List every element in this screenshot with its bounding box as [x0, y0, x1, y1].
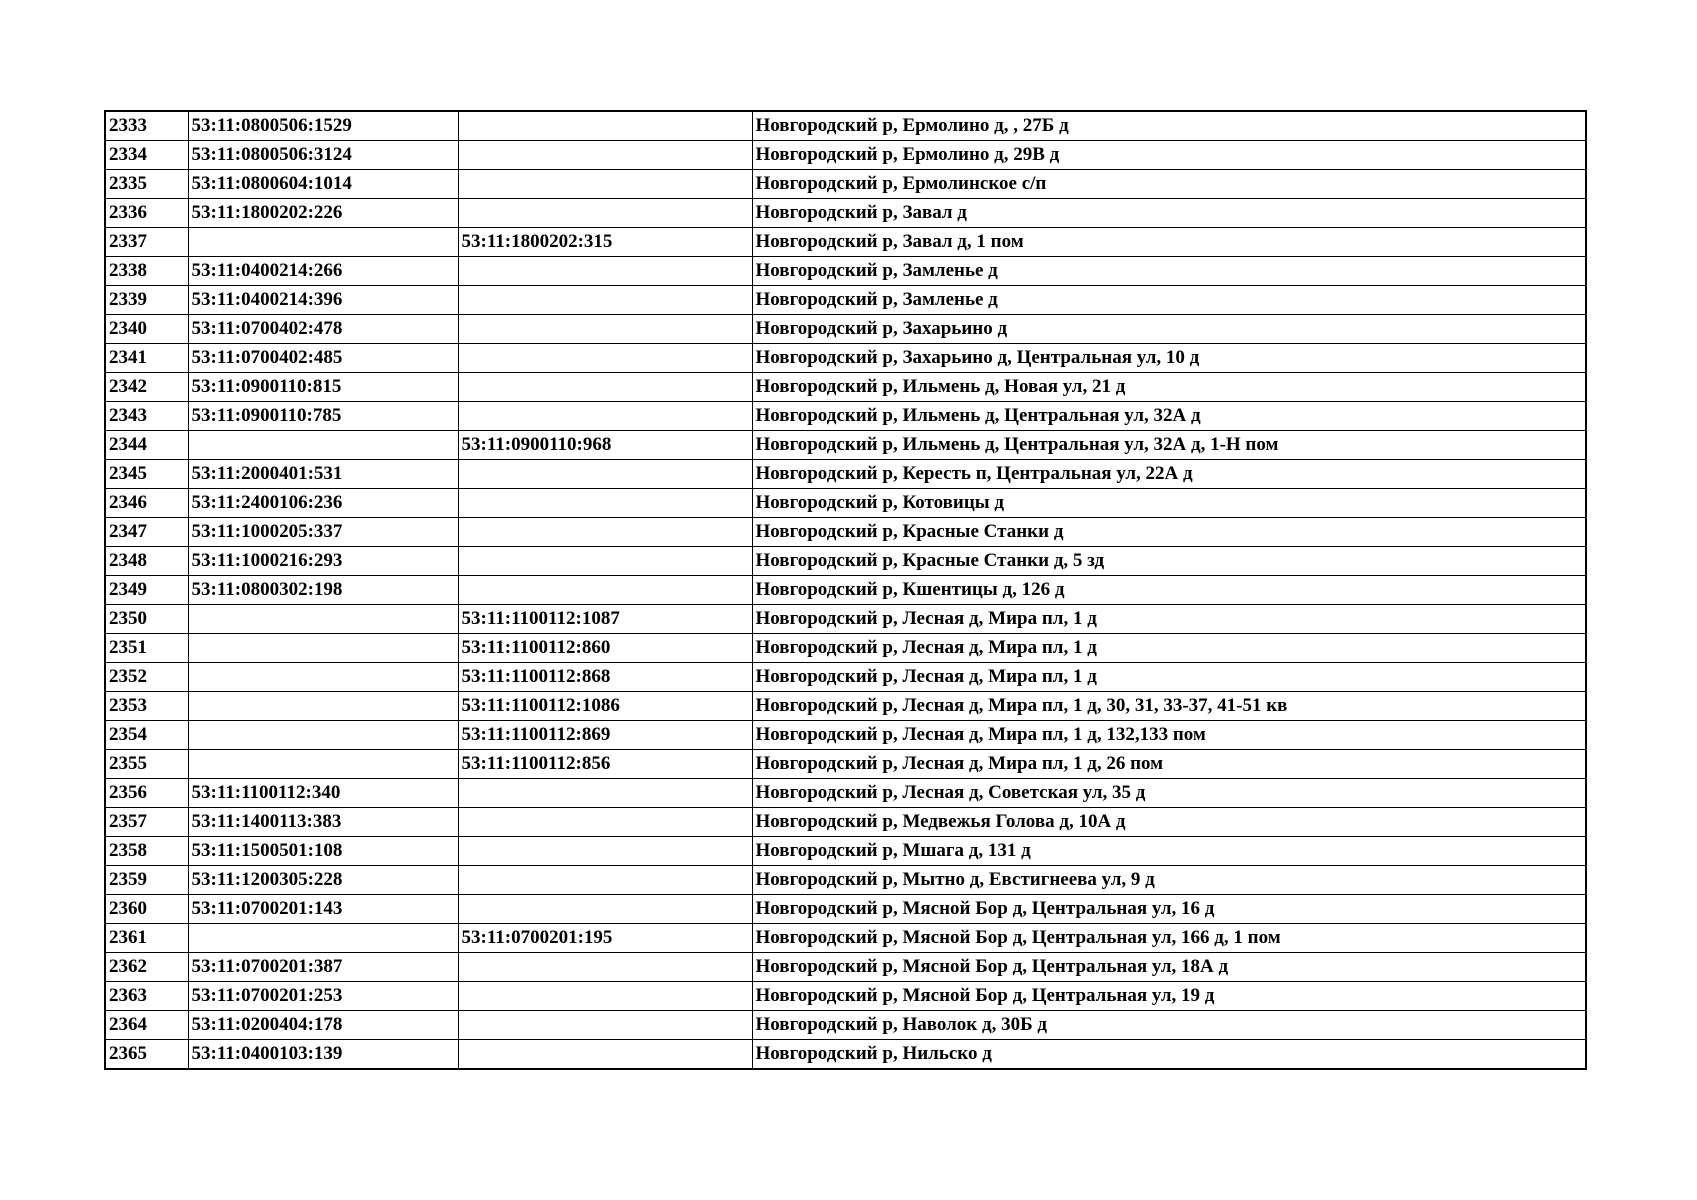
table-row — [105, 199, 1586, 228]
cadastral-number-cell: 53:11:0800506:3124 — [188, 141, 458, 170]
premise-cadastral-number-cell: 53:11:1100112:1087 — [458, 605, 752, 634]
row-number-cell: 2350 — [105, 605, 188, 634]
premise-cadastral-number-cell — [458, 808, 752, 837]
address-cell: Новгородский р, Ильмень д, Новая ул, 21 д — [752, 373, 1586, 402]
row-number-cell: 2338 — [105, 257, 188, 286]
address-cell: Новгородский р, Лесная д, Мира пл, 1 д, 30, 31, 33-37, 41-51 кв — [752, 692, 1586, 721]
cadastral-number-cell: 53:11:0400214:396 — [188, 286, 458, 315]
cadastral-number-cell: 53:11:1400113:383 — [188, 808, 458, 837]
address-cell: Новгородский р, Мясной Бор д, Центральная ул, 166 д, 1 пом — [752, 924, 1586, 953]
row-number-cell: 2364 — [105, 1011, 188, 1040]
table-row — [105, 518, 1586, 547]
row-number-cell: 2336 — [105, 199, 188, 228]
table-row — [105, 692, 1586, 721]
premise-cadastral-number-cell — [458, 1040, 752, 1070]
address-cell: Новгородский р, Лесная д, Мира пл, 1 д, 132,133 пом — [752, 721, 1586, 750]
cadastral-number-cell: 53:11:0900110:815 — [188, 373, 458, 402]
registry-table — [104, 110, 1587, 1070]
table-row — [105, 141, 1586, 170]
cadastral-number-cell: 53:11:1100112:340 — [188, 779, 458, 808]
premise-cadastral-number-cell — [458, 402, 752, 431]
row-number-cell: 2351 — [105, 634, 188, 663]
table-row — [105, 895, 1586, 924]
row-number-cell: 2358 — [105, 837, 188, 866]
row-number-cell: 2340 — [105, 315, 188, 344]
cadastral-number-cell — [188, 692, 458, 721]
table-row — [105, 286, 1586, 315]
address-cell: Новгородский р, Захарьино д — [752, 315, 1586, 344]
cadastral-number-cell: 53:11:1000216:293 — [188, 547, 458, 576]
cadastral-number-cell: 53:11:0800302:198 — [188, 576, 458, 605]
row-number-cell: 2341 — [105, 344, 188, 373]
table-row — [105, 953, 1586, 982]
address-cell: Новгородский р, Красные Станки д, 5 зд — [752, 547, 1586, 576]
table-row — [105, 605, 1586, 634]
address-cell: Новгородский р, Красные Станки д — [752, 518, 1586, 547]
address-cell: Новгородский р, Котовицы д — [752, 489, 1586, 518]
premise-cadastral-number-cell — [458, 837, 752, 866]
premise-cadastral-number-cell — [458, 1011, 752, 1040]
address-cell: Новгородский р, Завал д — [752, 199, 1586, 228]
address-cell: Новгородский р, Кшентицы д, 126 д — [752, 576, 1586, 605]
cadastral-number-cell: 53:11:0700201:143 — [188, 895, 458, 924]
row-number-cell: 2355 — [105, 750, 188, 779]
premise-cadastral-number-cell — [458, 982, 752, 1011]
cadastral-number-cell — [188, 228, 458, 257]
premise-cadastral-number-cell: 53:11:0700201:195 — [458, 924, 752, 953]
row-number-cell: 2347 — [105, 518, 188, 547]
cadastral-number-cell — [188, 634, 458, 663]
row-number-cell: 2356 — [105, 779, 188, 808]
row-number-cell: 2359 — [105, 866, 188, 895]
table-row — [105, 111, 1586, 141]
address-cell: Новгородский р, Завал д, 1 пом — [752, 228, 1586, 257]
cadastral-number-cell: 53:11:0700402:485 — [188, 344, 458, 373]
row-number-cell: 2335 — [105, 170, 188, 199]
table-row — [105, 170, 1586, 199]
cadastral-number-cell — [188, 750, 458, 779]
table-row — [105, 808, 1586, 837]
cadastral-number-cell: 53:11:1200305:228 — [188, 866, 458, 895]
table-row — [105, 257, 1586, 286]
cadastral-number-cell: 53:11:1500501:108 — [188, 837, 458, 866]
row-number-cell: 2362 — [105, 953, 188, 982]
row-number-cell: 2357 — [105, 808, 188, 837]
table-row — [105, 779, 1586, 808]
address-cell: Новгородский р, Ермолино д, , 27Б д — [752, 111, 1586, 141]
cadastral-number-cell — [188, 924, 458, 953]
table-row — [105, 866, 1586, 895]
cadastral-number-cell — [188, 663, 458, 692]
premise-cadastral-number-cell — [458, 141, 752, 170]
address-cell: Новгородский р, Захарьино д, Центральная ул, 10 д — [752, 344, 1586, 373]
premise-cadastral-number-cell — [458, 576, 752, 605]
table-row — [105, 721, 1586, 750]
row-number-cell: 2354 — [105, 721, 188, 750]
table-row — [105, 460, 1586, 489]
table-row — [105, 924, 1586, 953]
cadastral-number-cell — [188, 605, 458, 634]
cadastral-number-cell: 53:11:0200404:178 — [188, 1011, 458, 1040]
premise-cadastral-number-cell — [458, 344, 752, 373]
row-number-cell: 2353 — [105, 692, 188, 721]
address-cell: Новгородский р, Кересть п, Центральная ул, 22А д — [752, 460, 1586, 489]
cadastral-number-cell: 53:11:1800202:226 — [188, 199, 458, 228]
cadastral-number-cell: 53:11:2400106:236 — [188, 489, 458, 518]
address-cell: Новгородский р, Нильско д — [752, 1040, 1586, 1070]
table-row — [105, 431, 1586, 460]
cadastral-number-cell — [188, 431, 458, 460]
address-cell: Новгородский р, Замленье д — [752, 286, 1586, 315]
row-number-cell: 2334 — [105, 141, 188, 170]
premise-cadastral-number-cell — [458, 315, 752, 344]
row-number-cell: 2339 — [105, 286, 188, 315]
address-cell: Новгородский р, Ильмень д, Центральная ул, 32А д — [752, 402, 1586, 431]
row-number-cell: 2349 — [105, 576, 188, 605]
row-number-cell: 2352 — [105, 663, 188, 692]
premise-cadastral-number-cell: 53:11:1800202:315 — [458, 228, 752, 257]
premise-cadastral-number-cell — [458, 779, 752, 808]
cadastral-number-cell: 53:11:0800604:1014 — [188, 170, 458, 199]
premise-cadastral-number-cell: 53:11:0900110:968 — [458, 431, 752, 460]
premise-cadastral-number-cell — [458, 111, 752, 141]
cadastral-number-cell: 53:11:1000205:337 — [188, 518, 458, 547]
cadastral-number-cell: 53:11:0700402:478 — [188, 315, 458, 344]
address-cell: Новгородский р, Мытно д, Евстигнеева ул, 9 д — [752, 866, 1586, 895]
premise-cadastral-number-cell — [458, 460, 752, 489]
table-row — [105, 315, 1586, 344]
address-cell: Новгородский р, Медвежья Голова д, 10А д — [752, 808, 1586, 837]
cadastral-number-cell: 53:11:0700201:253 — [188, 982, 458, 1011]
premise-cadastral-number-cell: 53:11:1100112:1086 — [458, 692, 752, 721]
address-cell: Новгородский р, Мясной Бор д, Центральная ул, 19 д — [752, 982, 1586, 1011]
address-cell: Новгородский р, Мшага д, 131 д — [752, 837, 1586, 866]
address-cell: Новгородский р, Ермолинское с/п — [752, 170, 1586, 199]
table-row — [105, 402, 1586, 431]
premise-cadastral-number-cell: 53:11:1100112:869 — [458, 721, 752, 750]
address-cell: Новгородский р, Замленье д — [752, 257, 1586, 286]
address-cell: Новгородский р, Лесная д, Мира пл, 1 д — [752, 663, 1586, 692]
address-cell: Новгородский р, Лесная д, Советская ул, 35 д — [752, 779, 1586, 808]
cadastral-number-cell — [188, 721, 458, 750]
premise-cadastral-number-cell — [458, 518, 752, 547]
cadastral-number-cell: 53:11:0400103:139 — [188, 1040, 458, 1070]
row-number-cell: 2345 — [105, 460, 188, 489]
premise-cadastral-number-cell — [458, 373, 752, 402]
premise-cadastral-number-cell — [458, 257, 752, 286]
row-number-cell: 2360 — [105, 895, 188, 924]
row-number-cell: 2346 — [105, 489, 188, 518]
premise-cadastral-number-cell — [458, 170, 752, 199]
row-number-cell: 2348 — [105, 547, 188, 576]
table-row — [105, 982, 1586, 1011]
premise-cadastral-number-cell — [458, 489, 752, 518]
address-cell: Новгородский р, Лесная д, Мира пл, 1 д, 26 пом — [752, 750, 1586, 779]
row-number-cell: 2365 — [105, 1040, 188, 1070]
table-row — [105, 634, 1586, 663]
premise-cadastral-number-cell — [458, 895, 752, 924]
row-number-cell: 2337 — [105, 228, 188, 257]
premise-cadastral-number-cell — [458, 199, 752, 228]
table-row — [105, 489, 1586, 518]
table-row — [105, 344, 1586, 373]
table-row — [105, 576, 1586, 605]
table-row — [105, 373, 1586, 402]
premise-cadastral-number-cell — [458, 547, 752, 576]
premise-cadastral-number-cell: 53:11:1100112:868 — [458, 663, 752, 692]
table-row — [105, 837, 1586, 866]
row-number-cell: 2344 — [105, 431, 188, 460]
row-number-cell: 2361 — [105, 924, 188, 953]
address-cell: Новгородский р, Мясной Бор д, Центральная ул, 16 д — [752, 895, 1586, 924]
table-row — [105, 1040, 1586, 1070]
address-cell: Новгородский р, Лесная д, Мира пл, 1 д — [752, 634, 1586, 663]
table-row — [105, 663, 1586, 692]
premise-cadastral-number-cell — [458, 286, 752, 315]
table-row — [105, 1011, 1586, 1040]
address-cell: Новгородский р, Ермолино д, 29В д — [752, 141, 1586, 170]
address-cell: Новгородский р, Ильмень д, Центральная ул, 32А д, 1-Н пом — [752, 431, 1586, 460]
row-number-cell: 2342 — [105, 373, 188, 402]
table-row — [105, 750, 1586, 779]
premise-cadastral-number-cell: 53:11:1100112:856 — [458, 750, 752, 779]
table-row — [105, 547, 1586, 576]
cadastral-number-cell: 53:11:0800506:1529 — [188, 111, 458, 141]
premise-cadastral-number-cell: 53:11:1100112:860 — [458, 634, 752, 663]
premise-cadastral-number-cell — [458, 866, 752, 895]
table-row — [105, 228, 1586, 257]
row-number-cell: 2363 — [105, 982, 188, 1011]
cadastral-number-cell: 53:11:0400214:266 — [188, 257, 458, 286]
cadastral-number-cell: 53:11:0900110:785 — [188, 402, 458, 431]
address-cell: Новгородский р, Мясной Бор д, Центральная ул, 18А д — [752, 953, 1586, 982]
registry-table-body — [105, 111, 1586, 1069]
row-number-cell: 2333 — [105, 111, 188, 141]
row-number-cell: 2343 — [105, 402, 188, 431]
premise-cadastral-number-cell — [458, 953, 752, 982]
cadastral-number-cell: 53:11:2000401:531 — [188, 460, 458, 489]
address-cell: Новгородский р, Наволок д, 30Б д — [752, 1011, 1586, 1040]
address-cell: Новгородский р, Лесная д, Мира пл, 1 д — [752, 605, 1586, 634]
cadastral-number-cell: 53:11:0700201:387 — [188, 953, 458, 982]
